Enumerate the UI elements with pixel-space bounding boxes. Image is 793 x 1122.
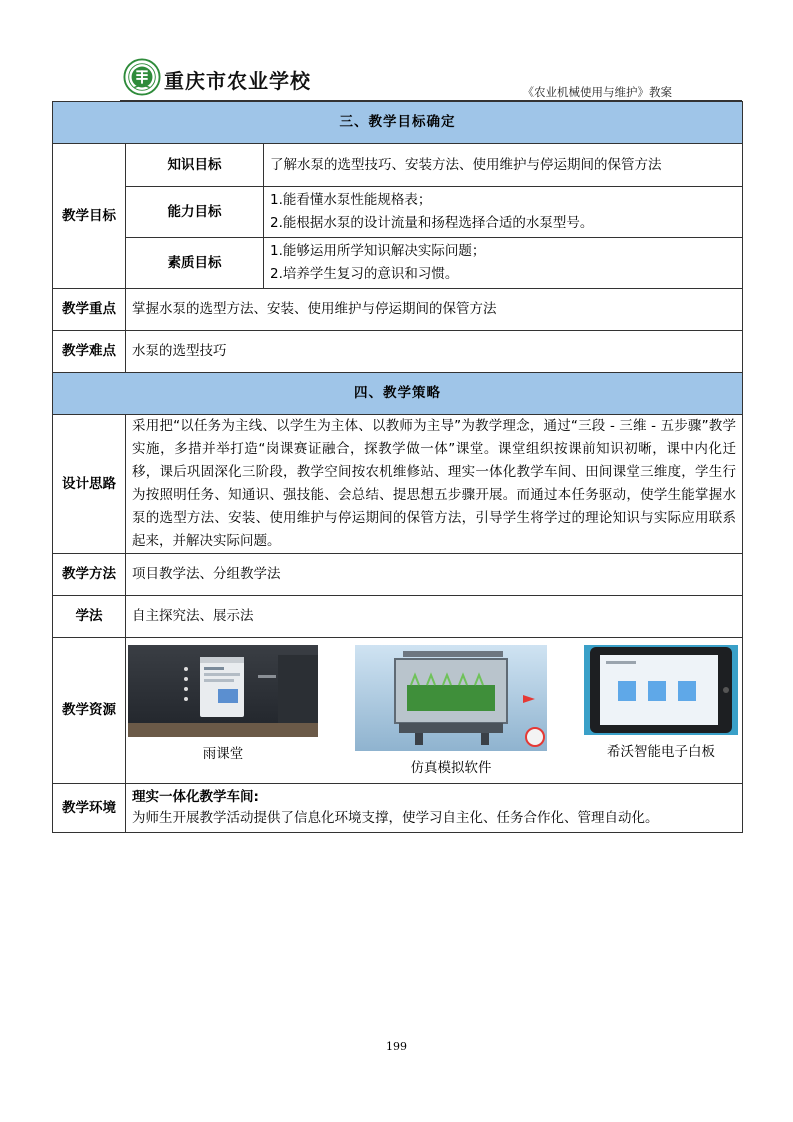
ability-goal-label: 能力目标 (126, 187, 264, 238)
goal-line: 1.能够运用所学知识解决实际问题； (270, 243, 486, 259)
quality-goal-text (264, 238, 743, 289)
resources-cell (126, 638, 743, 784)
environment-title: 理实一体化教学车间: (132, 789, 259, 805)
resource-item (355, 645, 547, 779)
table-row (53, 289, 743, 331)
section-row (53, 102, 743, 144)
environment-text (126, 784, 743, 833)
resource-caption: 仿真模拟软件 (410, 759, 492, 776)
page-number: 199 (386, 1040, 407, 1053)
environment-description: 为师生开展教学活动提供了信息化环境支撑，使学习自主化、任务合作化、管理自动化。 (132, 810, 659, 826)
section-title: 三、教学目标确定 (53, 102, 743, 144)
school-logo-icon (123, 58, 161, 96)
goal-line: 了解水泵的选型技巧、安装方法、使用维护与停运期间的保管方法 (270, 156, 662, 173)
table-row (53, 144, 743, 187)
key-point-label: 教学重点 (53, 289, 126, 331)
knowledge-goal-text (264, 144, 743, 187)
key-point-text: 掌握水泵的选型方法、安装、使用维护与停运期间的保管方法 (126, 289, 743, 331)
difficulty-label: 教学难点 (53, 331, 126, 373)
document-title: 《农业机械使用与维护》教案 (522, 85, 672, 99)
learning-method-label: 学法 (53, 596, 126, 638)
table-row (53, 596, 743, 638)
table-row (53, 331, 743, 373)
ability-goal-text (264, 187, 743, 238)
table-row (53, 638, 743, 784)
method-label: 教学方法 (53, 554, 126, 596)
page-header (120, 56, 742, 102)
school-name: 重庆市农业学校 (164, 69, 311, 93)
table-row (53, 238, 743, 289)
table-row (53, 187, 743, 238)
table-row (53, 784, 743, 833)
resource-item (128, 645, 318, 765)
table-row (53, 554, 743, 596)
learning-method-text: 自主探究法、展示法 (126, 596, 743, 638)
resource-caption: 雨课堂 (202, 745, 244, 762)
rain-classroom-screenshot-icon (128, 645, 318, 737)
knowledge-goal-label: 知识目标 (126, 144, 264, 187)
section-title: 四、教学策略 (53, 373, 743, 415)
table-row (53, 415, 743, 554)
method-text: 项目教学法、分组教学法 (126, 554, 743, 596)
lesson-plan-table (52, 101, 743, 833)
goals-label: 教学目标 (53, 144, 126, 289)
goal-line: 2.能根据水泵的设计流量和扬程选择合适的水泵型号。 (270, 215, 594, 231)
rice-transplanter-simulation-icon (355, 645, 547, 751)
seewo-tablet-icon (584, 645, 738, 735)
resources-label: 教学资源 (53, 638, 126, 784)
resource-caption: 希沃智能电子白板 (607, 743, 715, 760)
design-label: 设计思路 (53, 415, 126, 554)
quality-goal-label: 素质目标 (126, 238, 264, 289)
goal-line: 2.培养学生复习的意识和习惯。 (270, 266, 459, 282)
difficulty-text: 水泵的选型技巧 (126, 331, 743, 373)
goal-line: 1.能看懂水泵性能规格表； (270, 192, 432, 208)
section-row (53, 373, 743, 415)
resource-item (584, 645, 738, 763)
environment-label: 教学环境 (53, 784, 126, 833)
design-text: 采用把“以任务为主线、以学生为主体、以教师为主导”为教学理念，通过“三段 - 三维 - 五步骤”教学实施，多措并举打造“岗课赛证融合，探教学做一体”课堂。课堂组织按课前知识初晰，课中内化迁移，课后巩固深化三阶段，教学空间按农机维修站、理实一体化教学车间、田间课堂三维度，学生行为按照明任务、知通识、强技能、会总结、提思想五步骤开展。而通过本任务驱动，使学生能掌握水泵的选型方法、安装、使用维护与停运期间的保管方法，引导学生将学过的理论知识与实际应用联系起来，并解决实际问题。 (126, 415, 743, 554)
